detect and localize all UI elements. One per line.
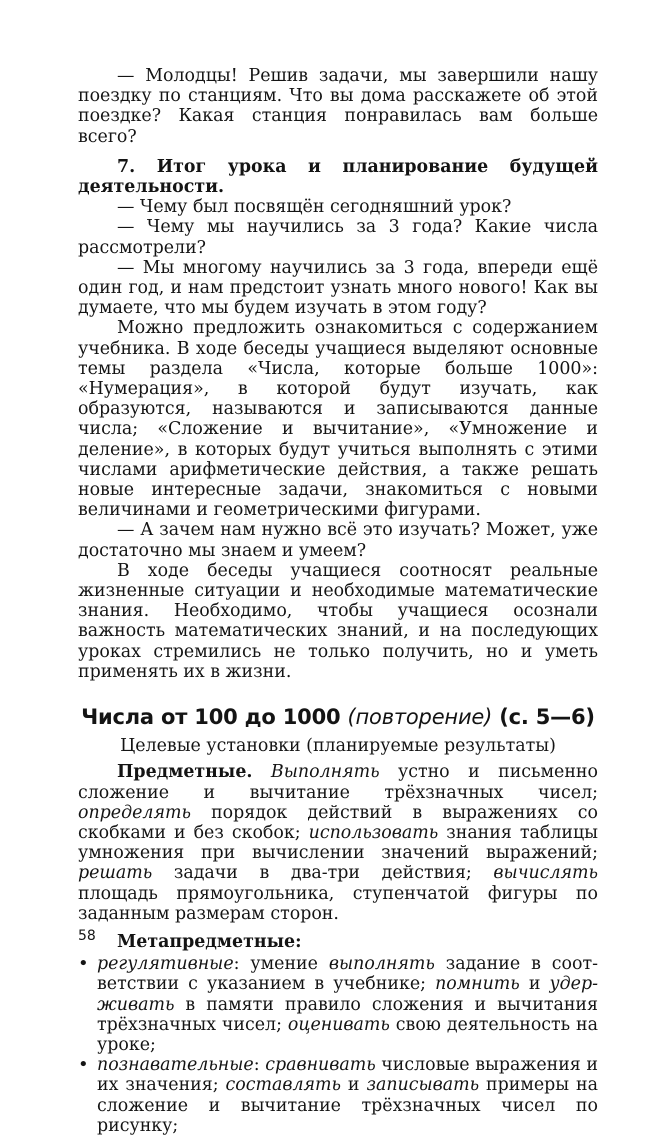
text-run: знания таблицы умножения при вычислении значений выражений;	[78, 822, 598, 864]
text-run: : умение	[233, 954, 329, 975]
meta-bullet-list	[78, 954, 598, 1136]
dialogue-paragraph: — Чему был посвящён сегодняшний урок?	[117, 197, 512, 218]
emphasized-verb: решать	[78, 863, 153, 884]
lesson-title-main: Числа от 100 до 1000	[81, 705, 341, 730]
body-paragraph: В ходе беседы учащиеся соотносят реальные жизненные ситуации и необходимые математические знания. Необходимо, чтобы учащиеся осознали важность математических знаний, и на последующих уроках стремились не только получить, но и уметь применять их в жизни.	[78, 560, 598, 682]
lesson-subtitle: Целевые установки (планируемые результаты)	[120, 736, 556, 757]
emphasized-verb: составлять	[225, 1075, 341, 1096]
subject-text	[78, 762, 598, 923]
text-run: устно и письменно сложение и вычитание трёхзначных чисел;	[78, 762, 598, 803]
emphasized-verb: записывать	[366, 1075, 480, 1096]
emphasized-verb: сравнивать	[265, 1055, 376, 1076]
emphasized-verb: помнить	[435, 974, 520, 995]
lesson-title-italic: (повторение)	[347, 705, 493, 730]
meta-bullet-item	[78, 1055, 598, 1136]
dialogue-paragraph: — Чему мы научились за 3 года? Какие числа рассмотрели?	[78, 217, 598, 258]
emphasized-verb: Выполнять	[270, 762, 380, 783]
emphasized-verb: выполнять	[328, 954, 435, 975]
emphasized-verb: удерживать	[97, 974, 598, 1015]
lesson-title	[78, 704, 598, 730]
subject-results	[78, 762, 598, 924]
text-run: числовые выражения и их значения;	[97, 1055, 598, 1096]
lesson-title-pages: (с. 5—6)	[499, 705, 595, 730]
text-run: и	[341, 1075, 367, 1096]
dialogue-paragraph: — Мы многому научились за 3 года, впереди ещё один год, и нам предстоит узнать много нового! Как вы думаете, что мы будем изучать в этом году?	[78, 257, 598, 319]
dialogue-paragraph: — Молодцы! Решив задачи, мы завершили нашу поездку по станциям. Что вы дома расскажете об этой поездке? Какая станция понравилась вам больше всего?	[78, 66, 598, 147]
section-heading: 7. Итог урока и планирование будущей деятельности.	[78, 156, 598, 198]
emphasized-verb: познавательные	[97, 1055, 254, 1076]
text-run: и	[519, 974, 550, 995]
emphasized-verb: определять	[78, 802, 191, 823]
text-run: примеры на сложение и вычитание трёхзначных чисел по рисунку;	[97, 1075, 599, 1136]
emphasized-verb: вычислять	[493, 863, 598, 884]
meta-bullet-item	[78, 954, 598, 1055]
text-run: задание в соответствии с указанием в учебнике;	[97, 954, 598, 995]
text-run: задачи в два-три действия;	[152, 863, 494, 884]
subject-label: Предметные.	[117, 762, 253, 783]
text-run: :	[253, 1055, 266, 1076]
page-number: 58	[78, 928, 96, 944]
emphasized-verb: регулятивные	[97, 954, 234, 975]
dialogue-paragraph: — А зачем нам нужно всё это изучать? Может, уже достаточно мы знаем и умеем?	[78, 520, 598, 561]
text-run: свою деятельность на уроке;	[97, 1014, 598, 1055]
text-run: порядок действий в выражениях со скобками и без скобок;	[78, 802, 598, 843]
emphasized-verb: оценивать	[287, 1014, 390, 1035]
page-body	[78, 66, 598, 1136]
emphasized-verb: использовать	[308, 822, 439, 843]
meta-label: Метапредметные:	[117, 931, 302, 952]
body-paragraph: Можно предложить ознакомиться с содержанием учебника. В ходе беседы учащиеся выделяют основные темы раздела «Числа, которые больше 1000»: «Нумерация», в которой будут изучать, как образуются, называются и записываются данные числа; «Сложение и вычитание», «Умножение и деление», в которых будут учиться выполнять с этими числами арифметические действия, а также решать новые интересные задачи, знакомиться с новыми величинами и геометрическими фигурами.	[78, 318, 598, 521]
text-run: в памяти правило сложения и вычитания трёхзначных чисел;	[97, 994, 598, 1035]
text-run: площадь прямоугольника, ступенчатой фигуры по заданным размерам сторон.	[78, 883, 598, 924]
